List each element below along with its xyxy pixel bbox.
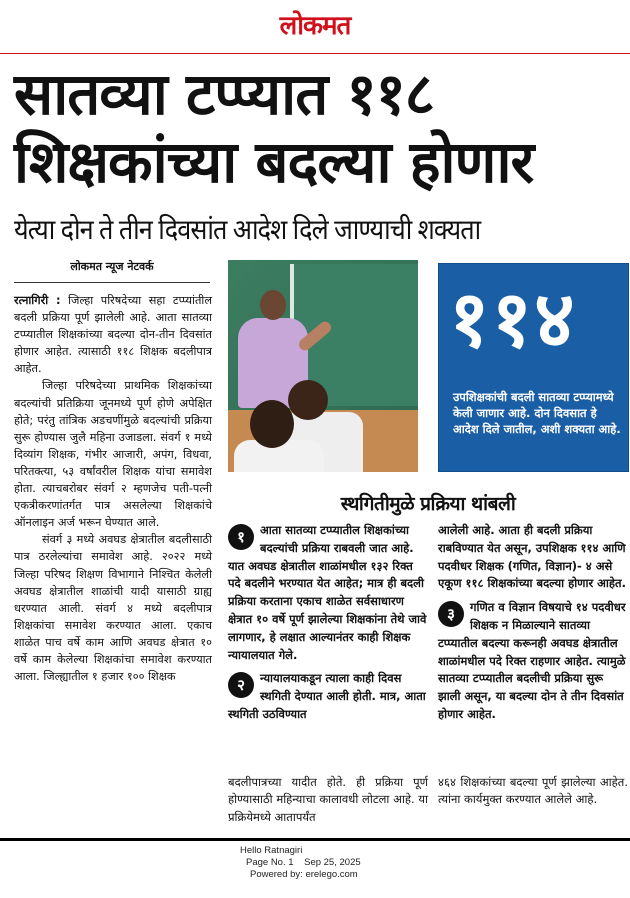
sidebar-point-1: १ आता सातव्या टप्प्यातील शिक्षकांच्या बदल्यांची प्रक्रिया राबवली जात आहे. यात अवघड क्षेत्रातील शाळांमधील १३२ रिक्त पदे बदलीने भरण्यात येत आहेत; मात्र ही बदली प्रक्रिया करताना एकाच शाळेत सर्वसाधारण क्षेत्रात १० वर्षे पूर्ण झालेल्या शिक्षकांना तेथे जावे लागणार, हे लक्षात आल्यानंतर काही शिक्षक न्यायालयात गेले. (228, 523, 427, 662)
publish-date: Sep 25, 2025 (304, 857, 361, 868)
powered-by: Powered by: erelego.com (250, 869, 358, 880)
page-info (246, 857, 361, 869)
headline-line-1: सातव्या टप्प्यात ११८ (14, 60, 434, 128)
page-number: Page No. 1 (246, 857, 294, 868)
teacher-photo (228, 260, 418, 472)
subheadline: येत्या दोन ते तीन दिवसांत आदेश दिले जाण्याची शक्यता (14, 213, 481, 246)
info-box-number: ११४ (449, 275, 577, 365)
student-figure (288, 380, 328, 420)
info-box (438, 263, 629, 472)
sidebar-column-2 (438, 522, 628, 730)
sidebar-title: स्थगितीमुळे प्रक्रिया थांबली (340, 493, 516, 515)
headline-line-2: शिक्षकांच्या बदल्या होणार (14, 128, 534, 196)
info-box-text: उपशिक्षकांची बदली सातव्या टप्प्यामध्ये केली जाणार आहे. दोन दिवसात हे आदेश दिले जातील, अशी शक्यता आहे. (453, 390, 621, 436)
article-column-2-continued: बदलीपात्रच्या यादीत होते. ही प्रक्रिया पूर्ण होण्यासाठी महिन्याचा कालावधी लोटला आहे. या प्रक्रियेमध्ये आतापर्यंत (228, 775, 428, 824)
sidebar-column-1 (228, 522, 428, 730)
byline: लोकमत न्यूज नेटवर्क (14, 259, 210, 283)
article-paragraph-1: रत्नागिरी : जिल्हा परिषदेच्या सहा टप्प्यांतील बदली प्रक्रिया पूर्ण झालेली आहे. आता सातव्या टप्प्यातील शिक्षकांच्या बदल्या दोन-तीन दिवसांत होणार आहेत. त्यासाठी ११८ शिक्षक बदलीपात्र आहेत. (14, 294, 212, 376)
dateline: रत्नागिरी : (14, 294, 61, 307)
number-badge-icon: ३ (438, 601, 464, 627)
article-paragraph-2: जिल्हा परिषदेच्या प्राथमिक शिक्षकांच्या बदल्यांची प्रतिक्रिया जूनमध्ये पूर्ण होणे अपेक्षित होते; परंतु तांत्रिक अडचणींमुळे बदल्यांची प्रक्रिया सुरू होण्यास जुलै महिना उजाडला. संवर्ग १ मध्ये दिव्यांग शिक्षक, गंभीर आजारी, अपंग, विधवा, परितक्त्या, ५३ वर्षांवरील शिक्षक यांचा समावेश होता. त्याचबरोबर संवर्ग २ म्हणजेच पती-पत्नी एकत्रीकरणांतर्गत पात्र असलेल्या शिक्षकांचे ऑनलाइन अर्ज भरून घेण्यात आले. (14, 379, 212, 530)
sidebar-point-2-continued: आलेली आहे. आता ही बदली प्रक्रिया राबविण्यात येत असून, उपशिक्षक ११४ आणि पदवीधर शिक्षक (गणित, विज्ञान)- ४ असे एकूण ११८ शिक्षकांच्या बदल्या होणार आहेत. (438, 523, 626, 591)
lokmat-logo: लोकमत (279, 11, 351, 41)
article-paragraph-3: संवर्ग ३ मध्ये अवघड क्षेत्रातील बदलीसाठी पात्र ठरलेल्यांचा समावेश आहे. २०२२ मध्ये जिल्हा परिषद शिक्षण विभागाने निश्चित केलेली अवघड क्षेत्रातील शाळांची यादी यासाठी ग्राह्य धरण्यात आली. संवर्ग ४ मध्ये बदलीपात्र शिक्षकांचा समावेश करण्यात आला. एकाच शाळेत पाच वर्षे काम आणि अवघड क्षेत्रात १० वर्षे काम केलेल्या शिक्षकांचा समावेश करण्यात आला. जिल्ह्यातील १ हजार १०० शिक्षक (14, 533, 212, 684)
article-column-1 (14, 292, 212, 685)
edition-name: Hello Ratnagiri (240, 845, 303, 856)
sidebar-point-2: २ न्यायालयाकडून त्याला काही दिवस स्थगिती देण्यात आली होती. मात्र, आता स्थगिती उठविण्यात (228, 671, 426, 721)
masthead-divider (0, 53, 630, 54)
student-figure (250, 400, 294, 448)
sidebar-point-3: ३ गणित व विज्ञान विषयाचे १४ पदवीधर शिक्षक न मिळाल्याने सातव्या टप्प्यातील बदल्या करूनही अवघड क्षेत्रातील शाळांमधील पदे रिक्त राहणार आहेत. त्यामुळे सातव्या टप्प्यातील बदलीची प्रक्रिया सुरू झाली असून, या बदल्या दोन ते तीन दिवसांत होणार आहेत. (438, 600, 626, 721)
headline (14, 60, 624, 196)
number-badge-icon: २ (228, 672, 254, 698)
footer-divider (0, 838, 630, 841)
number-badge-icon: १ (228, 524, 254, 550)
masthead (0, 0, 630, 54)
article-column-3-continued: ४६४ शिक्षकांच्या बदल्या पूर्ण झालेल्या आहेत. त्यांना कार्यमुक्त करण्यात आलेले आहे. (438, 775, 628, 807)
